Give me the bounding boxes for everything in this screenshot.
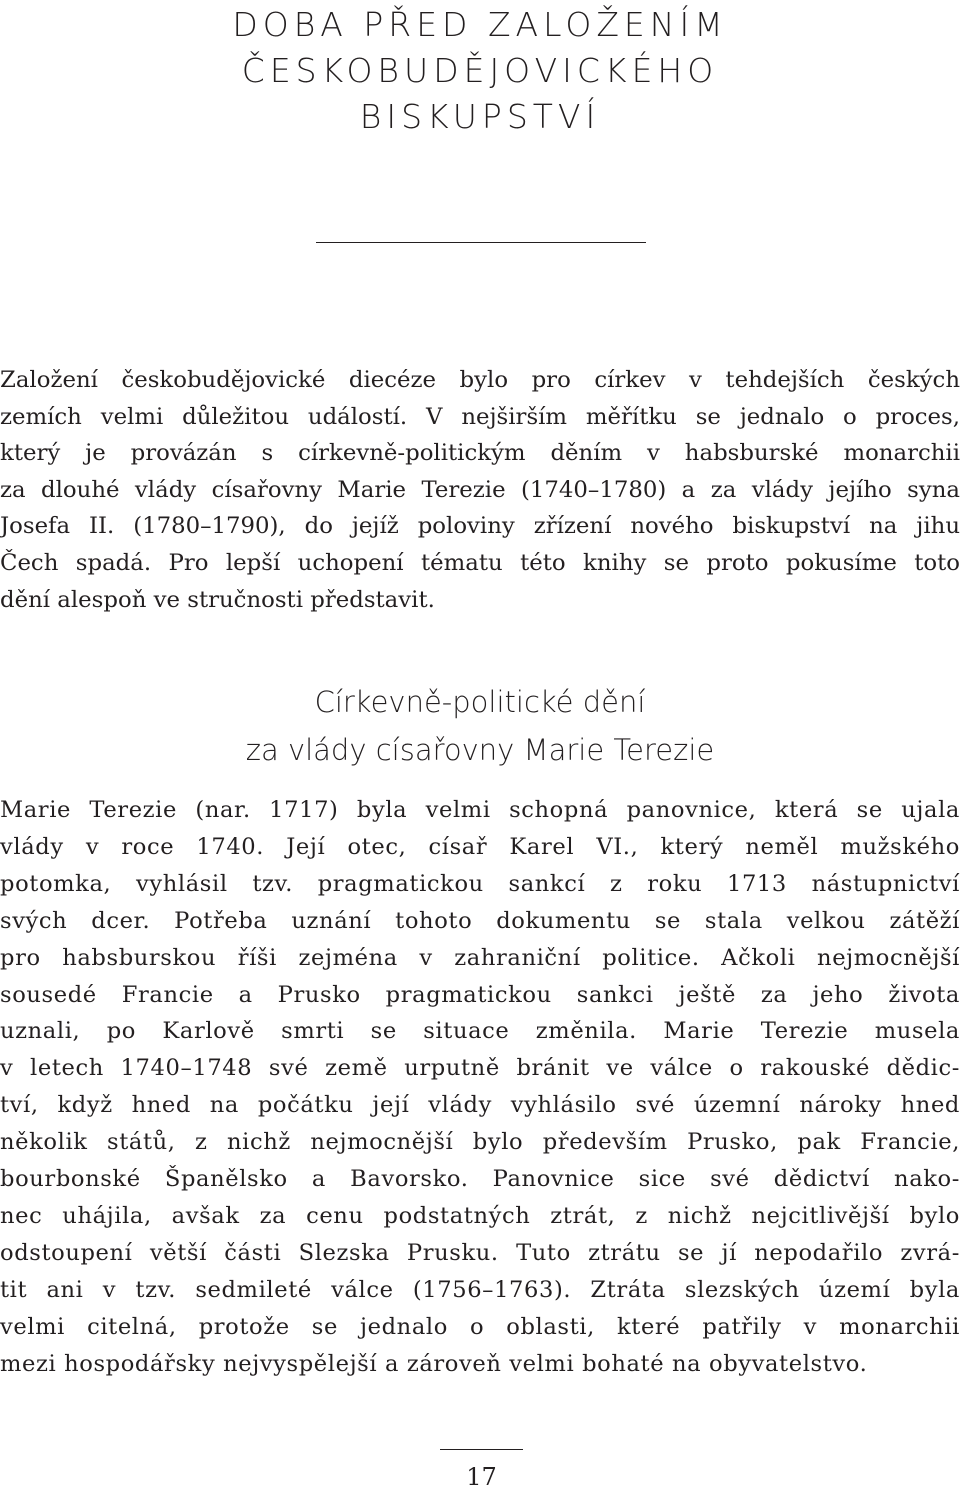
text-line: sousedé Francie a Prusko pragmatickou sankci ještě za jeho života bbox=[0, 981, 960, 1008]
text-line: uznali, po Karlově smrti se situace změnila. Marie Terezie musela bbox=[0, 1018, 960, 1045]
chapter-title-line: ČESKOBUDĚJOVICKÉHO bbox=[241, 51, 719, 90]
text-line: potomka, vyhlásil tzv. pragmatickou sankcí z roku 1713 nástupnictví bbox=[0, 870, 960, 897]
text-line: Marie Terezie (nar. 1717) byla velmi schopná panovnice, která se ujala bbox=[0, 797, 960, 823]
section-heading-line: za vlády císařovny Marie Terezie bbox=[245, 733, 715, 767]
section-heading bbox=[0, 678, 960, 774]
text-line: za dlouhé vlády císařovny Marie Terezie (1740–1780) a za vlády jejího syna bbox=[0, 476, 960, 503]
body-paragraph bbox=[0, 792, 960, 1383]
text-line: Čech spadá. Pro lepší uchopení tématu této knihy se proto pokusíme toto bbox=[0, 549, 960, 576]
text-line: svých dcer. Potřeba uznání tohoto dokumentu se stala velkou zátěží bbox=[0, 907, 960, 934]
text-line: tví, když hned na počátku její vlády vyhlásilo své územní nároky hned bbox=[0, 1092, 960, 1119]
text-line: mezi hospodářsky nejvyspělejší a zároveň velmi bohaté na obyvatelstvo. bbox=[0, 1350, 868, 1377]
intro-paragraph bbox=[0, 362, 960, 618]
text-line: Josefa II. (1780–1790), do jejíž poloviny zřízení nového biskupství na jihu bbox=[0, 513, 960, 540]
text-line: bourbonské Španělsko a Bavorsko. Panovnice sice své dědictví nako- bbox=[0, 1166, 960, 1193]
text-line: který je provázán s církevně-politickým děním v habsburské monarchii bbox=[0, 440, 960, 467]
text-line: vlády v roce 1740. Její otec, císař Karel VI., který neměl mužského bbox=[0, 833, 960, 860]
text-line: pro habsburskou říši zejména v zahraniční politice. Ačkoli nejmocnější bbox=[0, 944, 960, 971]
text-line: tit ani v tzv. sedmileté válce (1756–1763). Ztráta slezských území byla bbox=[0, 1276, 960, 1303]
footer-divider bbox=[440, 1449, 523, 1450]
chapter-title-line: BISKUPSTVÍ bbox=[359, 97, 601, 136]
chapter-title bbox=[0, 2, 960, 140]
section-heading-line: Církevně-politické dění bbox=[314, 685, 646, 719]
text-line: velmi citelná, protože se jednalo o oblasti, které patřily v monarchii bbox=[0, 1313, 960, 1340]
chapter-title-line: DOBA PŘED ZALOŽENÍM bbox=[232, 5, 728, 44]
text-line: dění alespoň ve stručnosti představit. bbox=[0, 586, 435, 613]
text-line: odstoupení větší části Slezska Prusku. Tuto ztrátu se jí nepodařilo zvrá- bbox=[0, 1239, 960, 1266]
text-line: v letech 1740–1748 své země urputně bránit ve válce o rakouské dědic- bbox=[0, 1055, 960, 1082]
text-line: Založení českobudějovické diecéze bylo pro církev v tehdejších českých bbox=[0, 367, 960, 393]
text-line: nec uhájila, avšak za cenu podstatných ztrát, z nichž nejcitlivější bylo bbox=[0, 1202, 960, 1229]
page-number: 17 bbox=[466, 1463, 497, 1491]
text-line: zemích velmi důležitou událostí. V nejširším měřítku se jednalo o proces, bbox=[0, 403, 960, 430]
title-divider bbox=[316, 242, 646, 243]
text-line: několik států, z nichž nejmocnější bylo především Prusko, pak Francie, bbox=[0, 1129, 960, 1156]
